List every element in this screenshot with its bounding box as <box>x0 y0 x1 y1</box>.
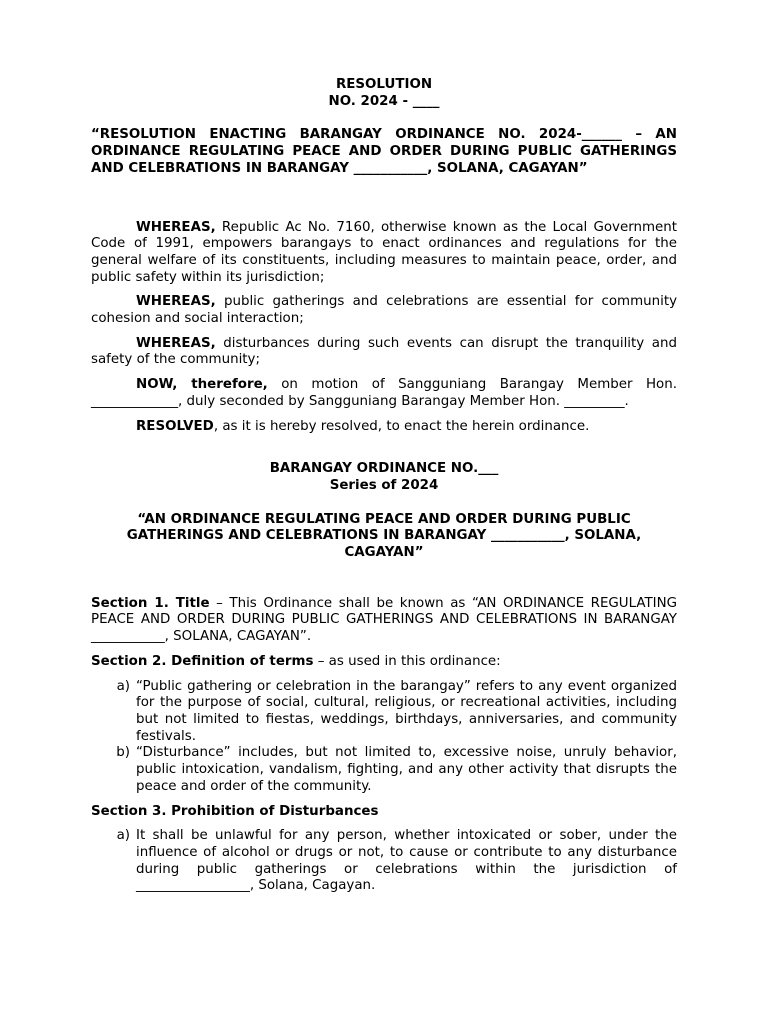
whereas-clause-3-text: disturbances during such events can disrupt the tranquility and safety of the community; <box>91 335 677 368</box>
whereas-clause-2-text: public gatherings and celebrations are essential for community cohesion and social interaction; <box>91 294 677 327</box>
resolution-heading <box>91 77 677 110</box>
resolution-title: “RESOLUTION ENACTING BARANGAY ORDINANCE NO. 2024-______ – AN ORDINANCE REGULATING PEACE AND ORDER DURING PUBLIC GATHERINGS AND CELEBRATIONS IN BARANGAY ___________, SOLANA, CAGAYAN” <box>91 127 677 176</box>
resolved-text: , as it is hereby resolved, to enact the herein ordinance. <box>213 418 590 434</box>
ordinance-heading-line2: Series of 2024 <box>329 477 439 493</box>
now-therefore-text: on motion of Sangguniang Barangay Member Hon. _____________, duly seconded by Sangguniang Barangay Member Hon. _________. <box>91 377 677 409</box>
ordinance-title: “AN ORDINANCE REGULATING PEACE AND ORDER DURING PUBLIC GATHERINGS AND CELEBRATIONS IN BARANGAY ___________, SOLANA, CAGAYAN” <box>126 511 642 561</box>
list-item <box>91 679 677 746</box>
section-1-lead: Section 1. Title <box>91 595 210 611</box>
whereas-clause-2 <box>91 294 677 327</box>
resolution-heading-line1: RESOLUTION <box>335 77 433 92</box>
section-2-lead: Section 2. Definition of terms <box>91 653 314 669</box>
resolved-lead: RESOLVED <box>136 418 214 434</box>
section-2-list <box>91 679 677 796</box>
list-item-marker: a) <box>116 828 130 844</box>
now-therefore-clause <box>91 377 677 410</box>
section-3 <box>91 804 677 821</box>
list-item-text: “Disturbance” includes, but not limited to, excessive noise, unruly behavior, public intoxication, vandalism, fighting, and any other activity that disrupts the peace and order of the community. <box>136 745 677 794</box>
list-item-text: “Public gathering or celebration in the barangay” refers to any event organized for the purpose of social, cultural, religious, or recreational activities, including but not limited to fiestas, weddings, birthdays, anniversaries, and community festivals. <box>136 678 677 744</box>
section-2-text: – as used in this ordinance: <box>313 653 501 669</box>
list-item-marker: b) <box>116 745 130 761</box>
resolution-heading-line2: NO. 2024 - ____ <box>328 93 440 109</box>
ordinance-heading <box>91 461 677 494</box>
whereas-clause-1-text: Republic Ac No. 7160, otherwise known as the Local Government Code of 1991, empowers barangays to enact ordinances and regulations for the general welfare of its constituents, including measures to maintain peace, order, and public safety within its jurisdiction; <box>91 219 677 285</box>
list-item <box>91 828 677 895</box>
resolved-clause <box>91 419 677 436</box>
section-1 <box>91 596 677 646</box>
section-1-text: – This Ordinance shall be known as “AN ORDINANCE REGULATING PEACE AND ORDER DURING PUBLIC GATHERINGS AND CELEBRATIONS IN BARANGAY ___________, SOLANA, CAGAYAN”. <box>91 595 677 645</box>
document-page <box>91 77 677 895</box>
ordinance-heading-line1: BARANGAY ORDINANCE NO.___ <box>269 461 499 477</box>
list-item-marker: a) <box>116 678 130 694</box>
whereas-clause-3 <box>91 336 677 369</box>
whereas-clause-2-lead: WHEREAS, <box>136 294 216 310</box>
whereas-clause-3-lead: WHEREAS, <box>136 335 216 351</box>
list-item-text: It shall be unlawful for any person, whether intoxicated or sober, under the influence of alcohol or drugs or not, to cause or contribute to any disturbance during public gatherings or celebrations within the jurisdiction of _________________, Solana, Cagayan. <box>136 828 677 894</box>
whereas-clause-1-lead: WHEREAS, <box>136 219 216 235</box>
section-2 <box>91 654 677 671</box>
now-therefore-lead: NOW, therefore, <box>136 377 268 393</box>
list-item <box>91 745 677 795</box>
section-3-list <box>91 828 677 895</box>
section-3-lead: Section 3. Prohibition of Disturbances <box>91 803 379 819</box>
whereas-clause-1 <box>91 220 677 287</box>
